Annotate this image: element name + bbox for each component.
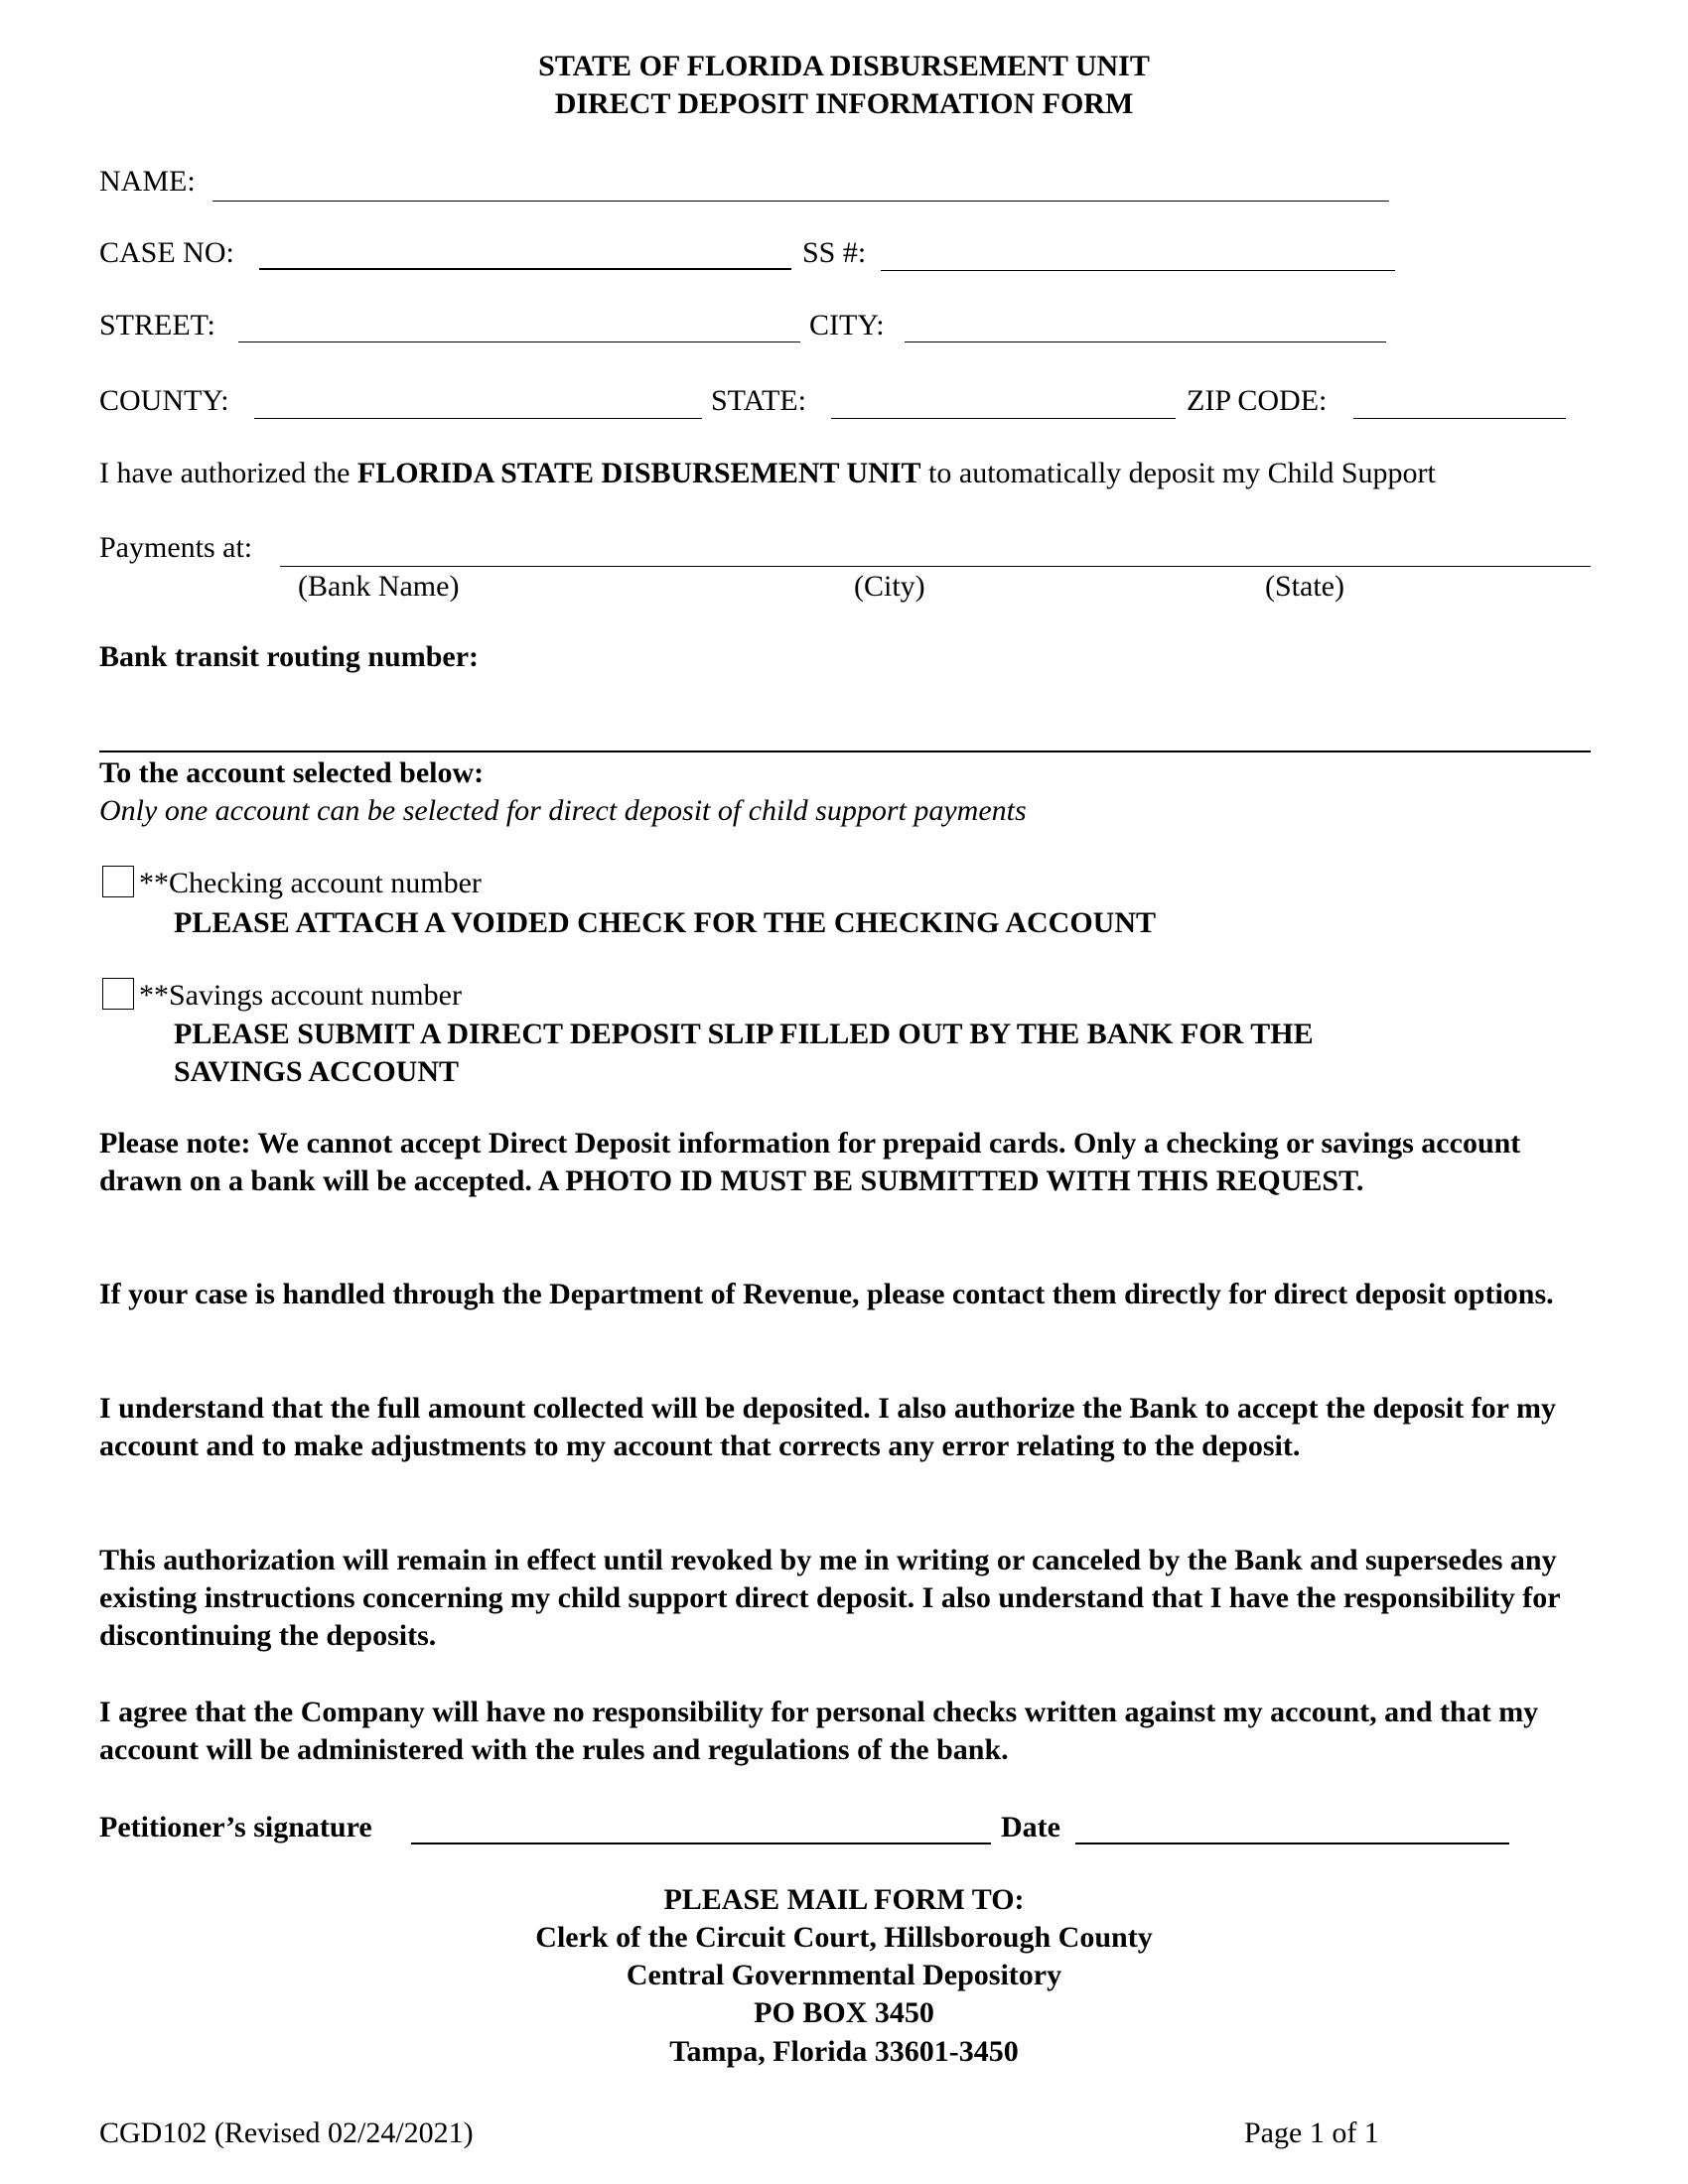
account-heading: To the account selected below: <box>99 756 485 789</box>
authorization-unit: FLORIDA STATE DISBURSEMENT UNIT <box>356 457 921 489</box>
form-revision-id: CGD102 (Revised 02/24/2021) <box>99 2116 474 2149</box>
name-field[interactable] <box>212 201 1389 202</box>
savings-instruction-line1: PLEASE SUBMIT A DIRECT DEPOSIT SLIP FILLED OUT BY THE BANK FOR THE <box>174 1018 1314 1050</box>
deposit-understanding-paragraph: I understand that the full amount collected will be deposited. I also authorize the Bank to accept the deposit for my account and to make adjustments to my account that corrects any error relating to the deposit. <box>99 1392 1556 1462</box>
savings-instruction-line2: SAVINGS ACCOUNT <box>174 1055 460 1088</box>
bank-name-caption: (Bank Name) <box>298 570 460 603</box>
checking-label: **Checking account number <box>139 867 482 899</box>
authorization-prefix: I have authorized the <box>99 457 357 489</box>
savings-label: **Savings account number <box>139 979 462 1012</box>
city-field[interactable] <box>905 341 1386 342</box>
form-title-line2: DIRECT DEPOSIT INFORMATION FORM <box>554 87 1134 120</box>
case-no-field[interactable] <box>259 268 791 270</box>
payments-at-field[interactable] <box>280 566 1591 567</box>
city-caption: (City) <box>854 570 925 603</box>
zip-code-field[interactable] <box>1353 418 1566 419</box>
ss-field[interactable] <box>881 270 1395 271</box>
authorization-statement <box>99 457 1436 490</box>
payments-at-label: Payments at: <box>99 531 253 564</box>
mailing-address-line2: Central Governmental Depository <box>626 1959 1062 1991</box>
state-field[interactable] <box>831 418 1176 419</box>
street-field[interactable] <box>238 341 800 342</box>
checking-checkbox[interactable] <box>102 866 134 897</box>
form-title-line1: STATE OF FLORIDA DISBURSEMENT UNIT <box>538 50 1150 82</box>
zip-code-label: ZIP CODE: <box>1187 384 1328 417</box>
name-label: NAME: <box>99 165 196 198</box>
street-label: STREET: <box>99 309 215 341</box>
state-caption: (State) <box>1265 570 1344 603</box>
date-field[interactable] <box>1075 1843 1509 1844</box>
mailing-heading: PLEASE MAIL FORM TO: <box>663 1883 1025 1916</box>
department-of-revenue-note: If your case is handled through the Department of Revenue, please contact them directly for direct deposit options. <box>99 1278 1554 1310</box>
mailing-address-line4: Tampa, Florida 33601-3450 <box>669 2035 1019 2068</box>
county-label: COUNTY: <box>99 384 229 417</box>
account-note: Only one account can be selected for direct deposit of child support payments <box>99 794 1027 827</box>
mailing-address-line3: PO BOX 3450 <box>754 1996 934 2029</box>
mailing-address-line1: Clerk of the Circuit Court, Hillsborough County <box>535 1921 1153 1954</box>
routing-number-field[interactable] <box>99 751 1591 752</box>
city-label: CITY: <box>809 309 885 341</box>
checking-instruction: PLEASE ATTACH A VOIDED CHECK FOR THE CHECKING ACCOUNT <box>174 906 1157 939</box>
routing-number-label: Bank transit routing number: <box>99 640 480 673</box>
state-label: STATE: <box>711 384 806 417</box>
case-no-label: CASE NO: <box>99 236 234 269</box>
signature-label: Petitioner’s signature <box>99 1811 372 1843</box>
savings-checkbox[interactable] <box>102 978 134 1010</box>
county-field[interactable] <box>254 418 702 419</box>
authorization-duration-paragraph: This authorization will remain in effect until revoked by me in writing or canceled by the Bank and supersedes any existing instructions concerning my child support direct deposit. I also understand that I have the responsibility for discontinuing the deposits. <box>99 1544 1560 1652</box>
page-number: Page 1 of 1 <box>1244 2116 1379 2149</box>
responsibility-agreement-paragraph: I agree that the Company will have no responsibility for personal checks written against my account, and that my account will be administered with the rules and regulations of the bank. <box>99 1696 1539 1766</box>
signature-field[interactable] <box>411 1843 991 1844</box>
prepaid-card-note: Please note: We cannot accept Direct Deposit information for prepaid cards. Only a checking or savings account drawn on a bank will be accepted. A PHOTO ID MUST BE SUBMITTED WITH THIS REQUEST. <box>99 1127 1521 1197</box>
date-label: Date <box>1001 1811 1060 1843</box>
authorization-suffix: to automatically deposit my Child Support <box>920 457 1436 489</box>
ss-label: SS #: <box>802 236 867 269</box>
